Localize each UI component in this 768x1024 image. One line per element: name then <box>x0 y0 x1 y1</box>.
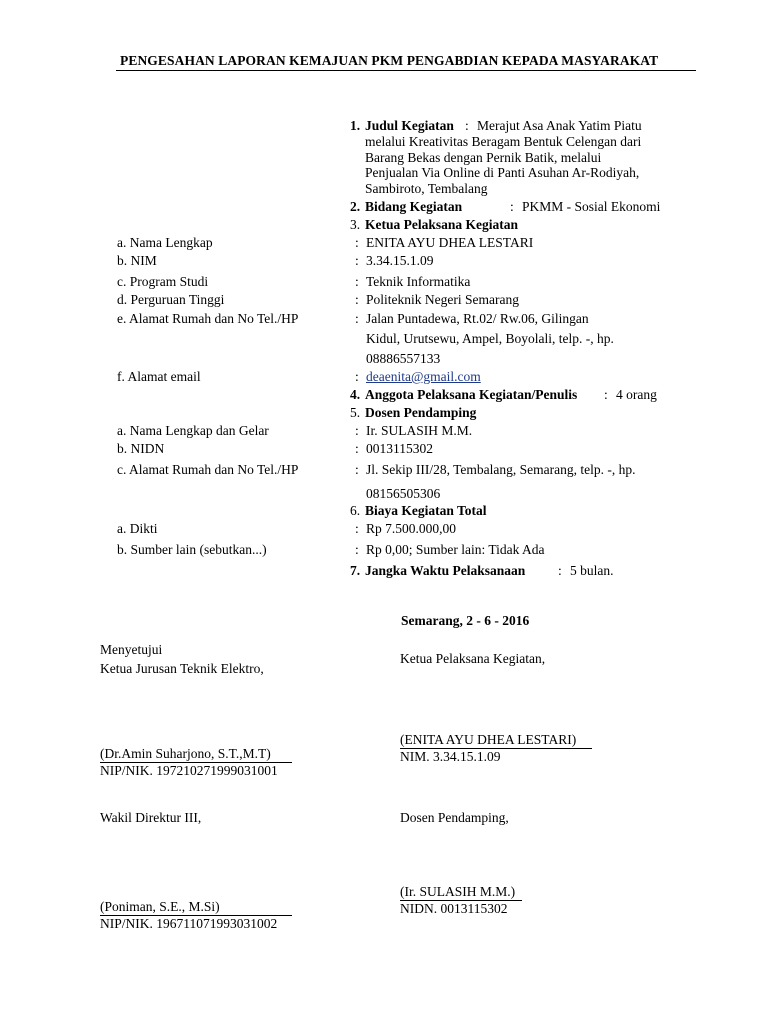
wadir-nip: NIP/NIK. 196711071993031002 <box>100 916 278 931</box>
title-underline <box>116 70 696 71</box>
dosen-nidn-separator: : <box>355 441 359 456</box>
document-title: PENGESAHAN LAPORAN KEMAJUAN PKM PENGABDIAN KEPADA MASYARAKAT <box>120 53 659 68</box>
dosen-alamat-label: c. Alamat Rumah dan No Tel./HP <box>117 462 299 477</box>
ketua-alamat-label: e. Alamat Rumah dan No Tel./HP <box>117 311 299 326</box>
ketua-email-link[interactable]: deaenita@gmail.com <box>366 369 481 384</box>
dosen-alamat-value-line1: Jl. Sekip III/28, Tembalang, Semarang, telp. -, hp. <box>366 462 636 477</box>
dosen-nama-value: Ir. SULASIH M.M. <box>366 423 473 438</box>
item1-value-line4: Penjualan Via Online di Panti Asuhan Ar-Rodiyah, <box>365 165 640 180</box>
kajur-role: Ketua Jurusan Teknik Elektro, <box>100 661 264 676</box>
ketua-pt-separator: : <box>355 292 359 307</box>
kajur-nip: NIP/NIK. 197210271999031001 <box>100 763 278 778</box>
dosen-pendamping-role: Dosen Pendamping, <box>400 810 509 825</box>
biaya-dikti-value: Rp 7.500.000,00 <box>366 521 457 536</box>
wadir-role: Wakil Direktur III, <box>100 810 202 825</box>
ketua-nim-separator: : <box>355 253 359 268</box>
item1-value-line2: melalui Kreativitas Beragam Bentuk Celengan dari <box>365 134 642 149</box>
dosen-pendamping-nidn: NIDN. 0013115302 <box>400 901 508 916</box>
item7-label: Jangka Waktu Pelaksanaan <box>365 563 526 578</box>
ketua-nim-label: b. NIM <box>117 253 157 268</box>
item1-value-line1: Merajut Asa Anak Yatim Piatu <box>477 118 642 133</box>
item4-separator: : <box>604 387 608 402</box>
ketua-nama-value: ENITA AYU DHEA LESTARI <box>366 235 534 250</box>
ketua-prodi-label: c. Program Studi <box>117 274 209 289</box>
item7-separator: : <box>558 563 562 578</box>
item5-number: 5. <box>350 405 361 420</box>
item2-number: 2. <box>350 199 361 214</box>
biaya-dikti-separator: : <box>355 521 359 536</box>
item4-value: 4 orang <box>616 387 657 402</box>
ketua-alamat-value-line3: 08886557133 <box>366 351 441 366</box>
dosen-pendamping-name: (Ir. SULASIH M.M.) <box>400 884 516 899</box>
dosen-alamat-separator: : <box>355 462 359 477</box>
ketua-nama-label: a. Nama Lengkap <box>117 235 213 250</box>
ketua-alamat-value-line1: Jalan Puntadewa, Rt.02/ Rw.06, Gilingan <box>366 311 589 326</box>
item3-number: 3. <box>350 217 361 232</box>
item1-label: Judul Kegiatan <box>365 118 454 133</box>
place-date: Semarang, 2 - 6 - 2016 <box>401 613 530 628</box>
item4-label: Anggota Pelaksana Kegiatan/Penulis <box>365 387 578 402</box>
biaya-lain-value: Rp 0,00; Sumber lain: Tidak Ada <box>366 542 545 557</box>
item2-separator: : <box>510 199 514 214</box>
approval-label: Menyetujui <box>100 642 163 657</box>
ketua-email-label: f. Alamat email <box>117 369 201 384</box>
item7-value: 5 bulan. <box>570 563 614 578</box>
biaya-dikti-label: a. Dikti <box>117 521 158 536</box>
ketua-pt-label: d. Perguruan Tinggi <box>117 292 225 307</box>
item6-label: Biaya Kegiatan Total <box>365 503 487 518</box>
dosen-nama-separator: : <box>355 423 359 438</box>
ketua-email-separator: : <box>355 369 359 384</box>
item7-number: 7. <box>350 563 361 578</box>
ketua-nama-separator: : <box>355 235 359 250</box>
item3-label: Ketua Pelaksana Kegiatan <box>365 217 519 232</box>
wadir-name: (Poniman, S.E., M.Si) <box>100 899 220 914</box>
item2-value: PKMM - Sosial Ekonomi <box>522 199 661 214</box>
ketua-alamat-value-line2: Kidul, Urutsewu, Ampel, Boyolali, telp. -, hp. <box>366 331 614 346</box>
ketua-prodi-value: Teknik Informatika <box>366 274 471 289</box>
kajur-name: (Dr.Amin Suharjono, S.T.,M.T) <box>100 746 271 761</box>
ketua-nim-value: 3.34.15.1.09 <box>366 253 434 268</box>
ketua-pt-value: Politeknik Negeri Semarang <box>366 292 519 307</box>
biaya-lain-separator: : <box>355 542 359 557</box>
dosen-nama-label: a. Nama Lengkap dan Gelar <box>117 423 269 438</box>
ketua-prodi-separator: : <box>355 274 359 289</box>
item1-value-line3: Barang Bekas dengan Pernik Batik, melalui <box>365 150 602 165</box>
item6-number: 6. <box>350 503 361 518</box>
item1-number: 1. <box>350 118 361 133</box>
ketua-pelaksana-role: Ketua Pelaksana Kegiatan, <box>400 651 546 666</box>
ketua-pelaksana-name: (ENITA AYU DHEA LESTARI) <box>400 732 577 747</box>
biaya-lain-label: b. Sumber lain (sebutkan...) <box>117 542 267 557</box>
dosen-alamat-value-line2: 08156505306 <box>366 486 441 501</box>
item5-label: Dosen Pendamping <box>365 405 477 420</box>
dosen-nidn-label: b. NIDN <box>117 441 165 456</box>
item1-value-line5: Sambiroto, Tembalang <box>365 181 488 196</box>
item1-separator: : <box>465 118 469 133</box>
item4-number: 4. <box>350 387 361 402</box>
ketua-pelaksana-nim: NIM. 3.34.15.1.09 <box>400 749 501 764</box>
dosen-nidn-value: 0013115302 <box>366 441 433 456</box>
ketua-alamat-separator: : <box>355 311 359 326</box>
item2-label: Bidang Kegiatan <box>365 199 463 214</box>
